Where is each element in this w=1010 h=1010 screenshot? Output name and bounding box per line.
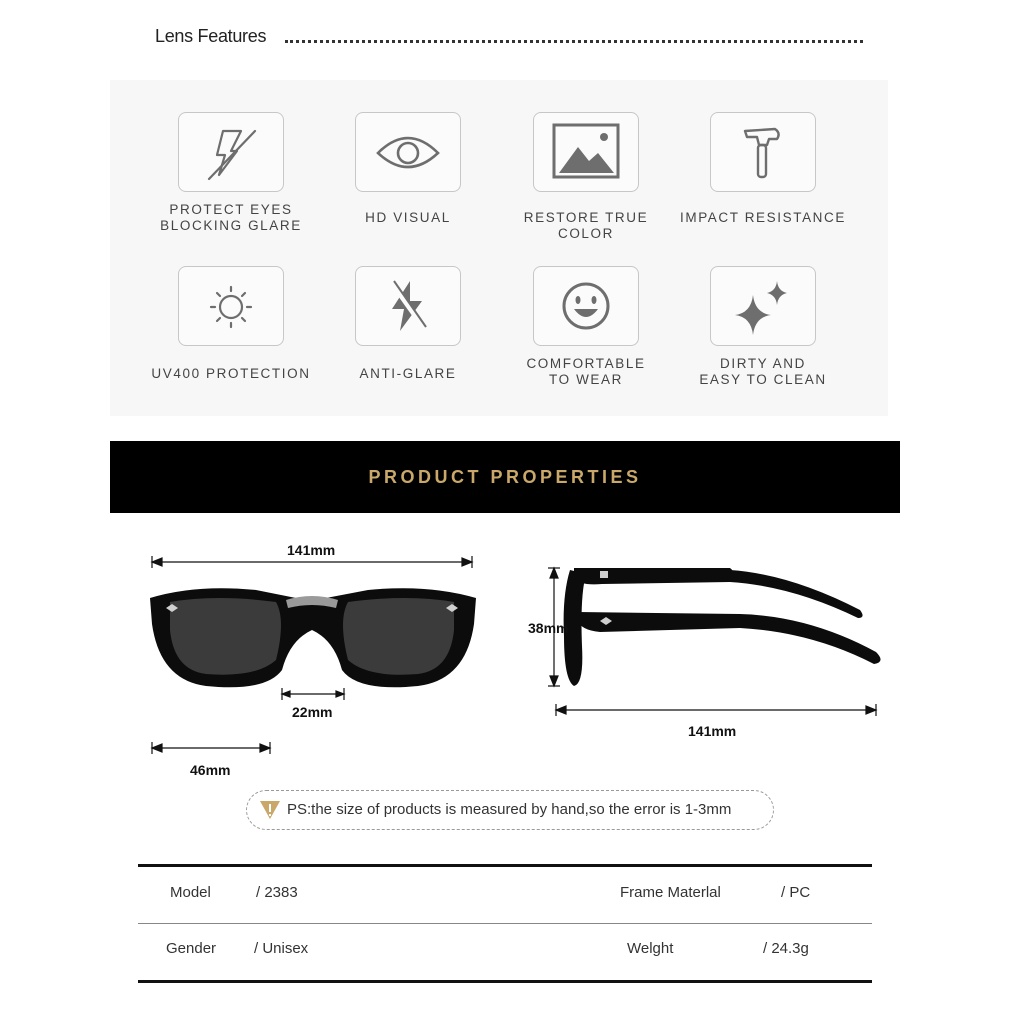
- feature-label: HD VISUAL: [365, 210, 451, 225]
- glasses-front-image: [150, 588, 476, 687]
- feature-comfortable: [496, 266, 676, 406]
- feature-restore-color: [496, 112, 676, 252]
- feature-uv400: [141, 266, 321, 406]
- lens-features-header: [155, 26, 865, 50]
- frame-material-value: / PC: [781, 884, 811, 901]
- lens-width-dimension-line: [152, 742, 270, 754]
- eye-icon: [355, 112, 461, 192]
- feature-label: UV400 PROTECTION: [151, 366, 311, 381]
- bridge-dimension-line: [282, 688, 344, 700]
- banner-title: PRODUCT PROPERTIES: [368, 467, 642, 487]
- sparkle-icon: [710, 266, 816, 346]
- lightning-icon: [178, 112, 284, 192]
- note-text: PS:the size of products is measured by hand,so the error is 1-3mm: [287, 801, 732, 818]
- feature-anti-glare: [318, 266, 498, 406]
- temple-length-label: 141mm: [688, 723, 737, 739]
- feature-easy-clean: [673, 266, 853, 406]
- feature-label: PROTECT EYES: [169, 202, 293, 217]
- feature-label: COMFORTABLE: [526, 356, 646, 371]
- specs-table: [138, 864, 872, 983]
- table-row: [138, 923, 872, 977]
- height-label: 38mm: [528, 620, 569, 636]
- bridge-width-label: 22mm: [292, 704, 333, 720]
- feature-label: IMPACT RESISTANCE: [680, 210, 846, 225]
- feature-hd-visual: [318, 112, 498, 252]
- features-panel: [110, 80, 888, 416]
- sun-icon: [178, 266, 284, 346]
- weight-value: / 24.3g: [763, 940, 809, 957]
- feature-label: EASY TO CLEAN: [699, 372, 827, 387]
- product-properties-banner: [110, 441, 900, 513]
- gender-value: / Unisex: [254, 940, 309, 957]
- table-row: [138, 867, 872, 920]
- picture-icon: [533, 112, 639, 192]
- dotted-divider: [285, 40, 863, 43]
- glasses-side-image: [564, 568, 881, 686]
- warning-icon: [259, 800, 281, 820]
- side-view-diagram: [540, 556, 890, 726]
- measurement-note: [246, 790, 774, 830]
- feature-impact-resistance: [673, 112, 853, 252]
- feature-protect-eyes: [141, 112, 321, 252]
- feature-label: TO WEAR: [549, 372, 623, 387]
- feature-label: BLOCKING GLARE: [160, 218, 302, 233]
- gender-label: Gender: [166, 940, 217, 957]
- total-width-label: 141mm: [287, 542, 336, 558]
- temple-length-dimension-line: [556, 704, 876, 716]
- hammer-icon: [710, 112, 816, 192]
- section-title: Lens Features: [155, 26, 267, 46]
- weight-label: Welght: [627, 940, 674, 957]
- lens-width-label: 46mm: [190, 762, 231, 778]
- feature-label: ANTI-GLARE: [359, 366, 457, 381]
- model-value: / 2383: [256, 884, 298, 901]
- model-label: Model: [170, 884, 211, 901]
- frame-material-label: Frame Materlal: [620, 884, 721, 901]
- smiley-icon: [533, 266, 639, 346]
- anti-glare-icon: [355, 266, 461, 346]
- feature-label: RESTORE TRUE COLOR: [523, 210, 649, 241]
- feature-label: DIRTY AND: [720, 356, 806, 371]
- front-view-diagram: [136, 520, 496, 780]
